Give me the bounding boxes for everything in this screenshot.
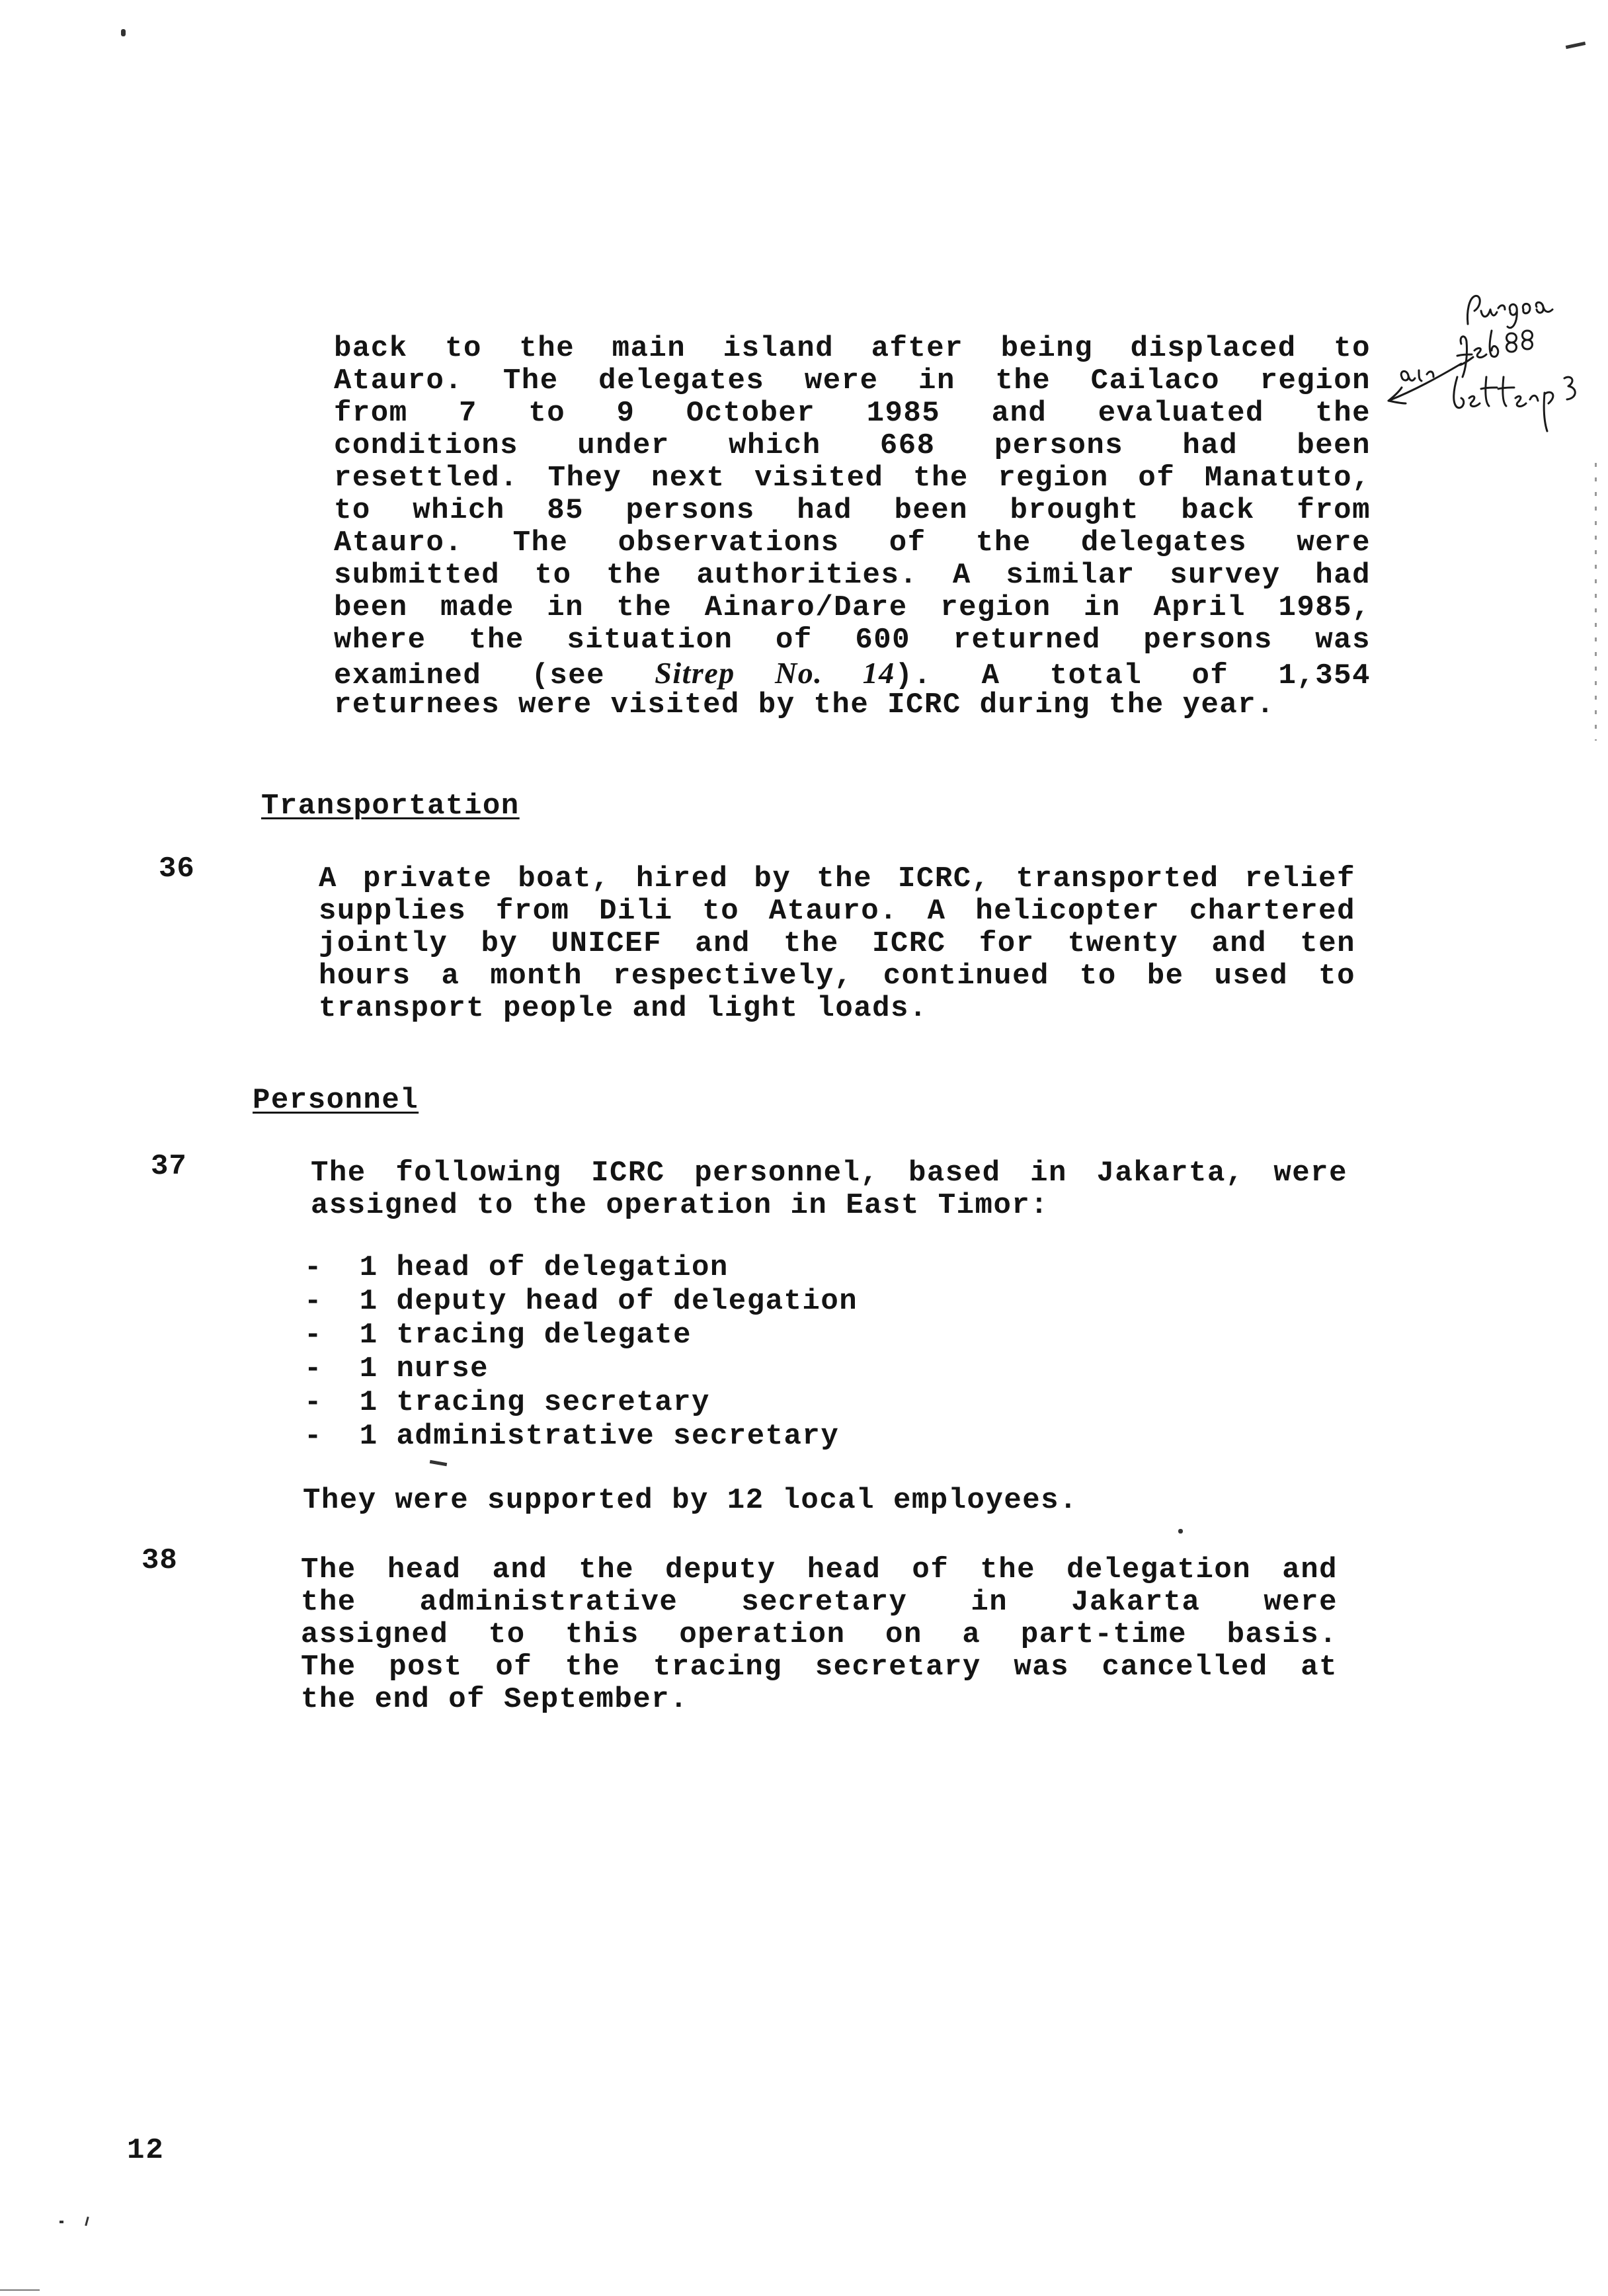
continuation-line: where the situation of 600 returned persons was <box>334 624 1371 657</box>
transportation-line: jointly by UNICEF and the ICRC for twenty and ten <box>319 927 1355 960</box>
support-line <box>303 1485 1162 1517</box>
continuation-line: conditions under which 668 persons had been <box>334 429 1371 462</box>
transportation-line: hours a month respectively, continued to be used to <box>319 960 1355 993</box>
scan-speck <box>430 1460 447 1466</box>
list-item: - 1 tracing delegate <box>304 1319 858 1352</box>
scan-speck <box>60 2221 63 2223</box>
list-item: - 1 tracing secretary <box>304 1386 858 1420</box>
continuation-line: back to the main island after being displaced to <box>334 332 1371 365</box>
continuation-paragraph <box>334 333 1371 721</box>
support-text: They were supported by 12 local employees. <box>303 1484 1078 1517</box>
paragraph-number: 38 <box>141 1544 178 1577</box>
continuation-line-post: ). A total of 1,354 <box>895 659 1371 692</box>
continuation-line: Atauro. The observations of the delegates were <box>334 526 1371 559</box>
p38-line: assigned to this operation on a part-time basis. <box>301 1618 1338 1651</box>
scan-rule <box>0 2289 40 2291</box>
continuation-line: resettled. They next visited the region of Manatuto, <box>334 462 1371 495</box>
transportation-line: supplies from Dili to Atauro. A helicopter chartered <box>319 895 1355 928</box>
transportation-line: A private boat, hired by the ICRC, transported relief <box>319 862 1355 895</box>
p38-line: the end of September. <box>301 1683 688 1716</box>
page-number: 12 <box>127 2134 165 2167</box>
list-item: - 1 deputy head of delegation <box>304 1285 858 1319</box>
sitrep-reference: Sitrep No. 14 <box>655 656 895 690</box>
p38-line: the administrative secretary in Jakarta were <box>301 1586 1338 1619</box>
personnel-intro-line: assigned to the operation in East Timor: <box>311 1189 1049 1222</box>
p38-line: The head and the deputy head of the delegation and <box>301 1553 1338 1586</box>
transportation-heading: Transportation <box>261 790 520 823</box>
continuation-line: returnees were visited by the ICRC during the year. <box>334 688 1275 721</box>
scan-edge-dots <box>1595 463 1597 741</box>
p38-line: The post of the tracing secretary was cancelled at <box>301 1651 1338 1684</box>
scan-speck <box>85 2217 89 2226</box>
scan-speck <box>121 29 126 36</box>
personnel-intro-line: The following ICRC personnel, based in Jakarta, were <box>311 1157 1347 1190</box>
continuation-line: from 7 to 9 October 1985 and evaluated the <box>334 397 1371 430</box>
paragraph-38 <box>301 1554 1338 1716</box>
continuation-line: to which 85 persons had been brought back from <box>334 494 1371 527</box>
list-item: - 1 nurse <box>304 1352 858 1386</box>
list-item: - 1 administrative secretary <box>304 1420 858 1454</box>
scan-speck <box>1178 1529 1183 1534</box>
continuation-line: submitted to the authorities. A similar survey had <box>334 559 1371 592</box>
handwritten-note-icon <box>1375 278 1600 450</box>
list-item: - 1 head of delegation <box>304 1251 858 1285</box>
paragraph-number: 36 <box>159 852 195 885</box>
staff-list <box>304 1251 858 1454</box>
continuation-line: Atauro. The delegates were in the Cailaco region <box>334 364 1371 397</box>
transportation-paragraph <box>319 863 1355 1025</box>
transportation-line: transport people and light loads. <box>319 992 928 1025</box>
continuation-line: been made in the Ainaro/Dare region in April 1985, <box>334 591 1371 624</box>
continuation-line-with-reference <box>334 656 1371 692</box>
personnel-intro <box>311 1157 1347 1222</box>
scan-dash <box>1566 42 1586 49</box>
personnel-heading: Personnel <box>253 1084 419 1117</box>
paragraph-number: 37 <box>151 1150 187 1183</box>
continuation-line-pre: examined (see <box>334 659 655 692</box>
